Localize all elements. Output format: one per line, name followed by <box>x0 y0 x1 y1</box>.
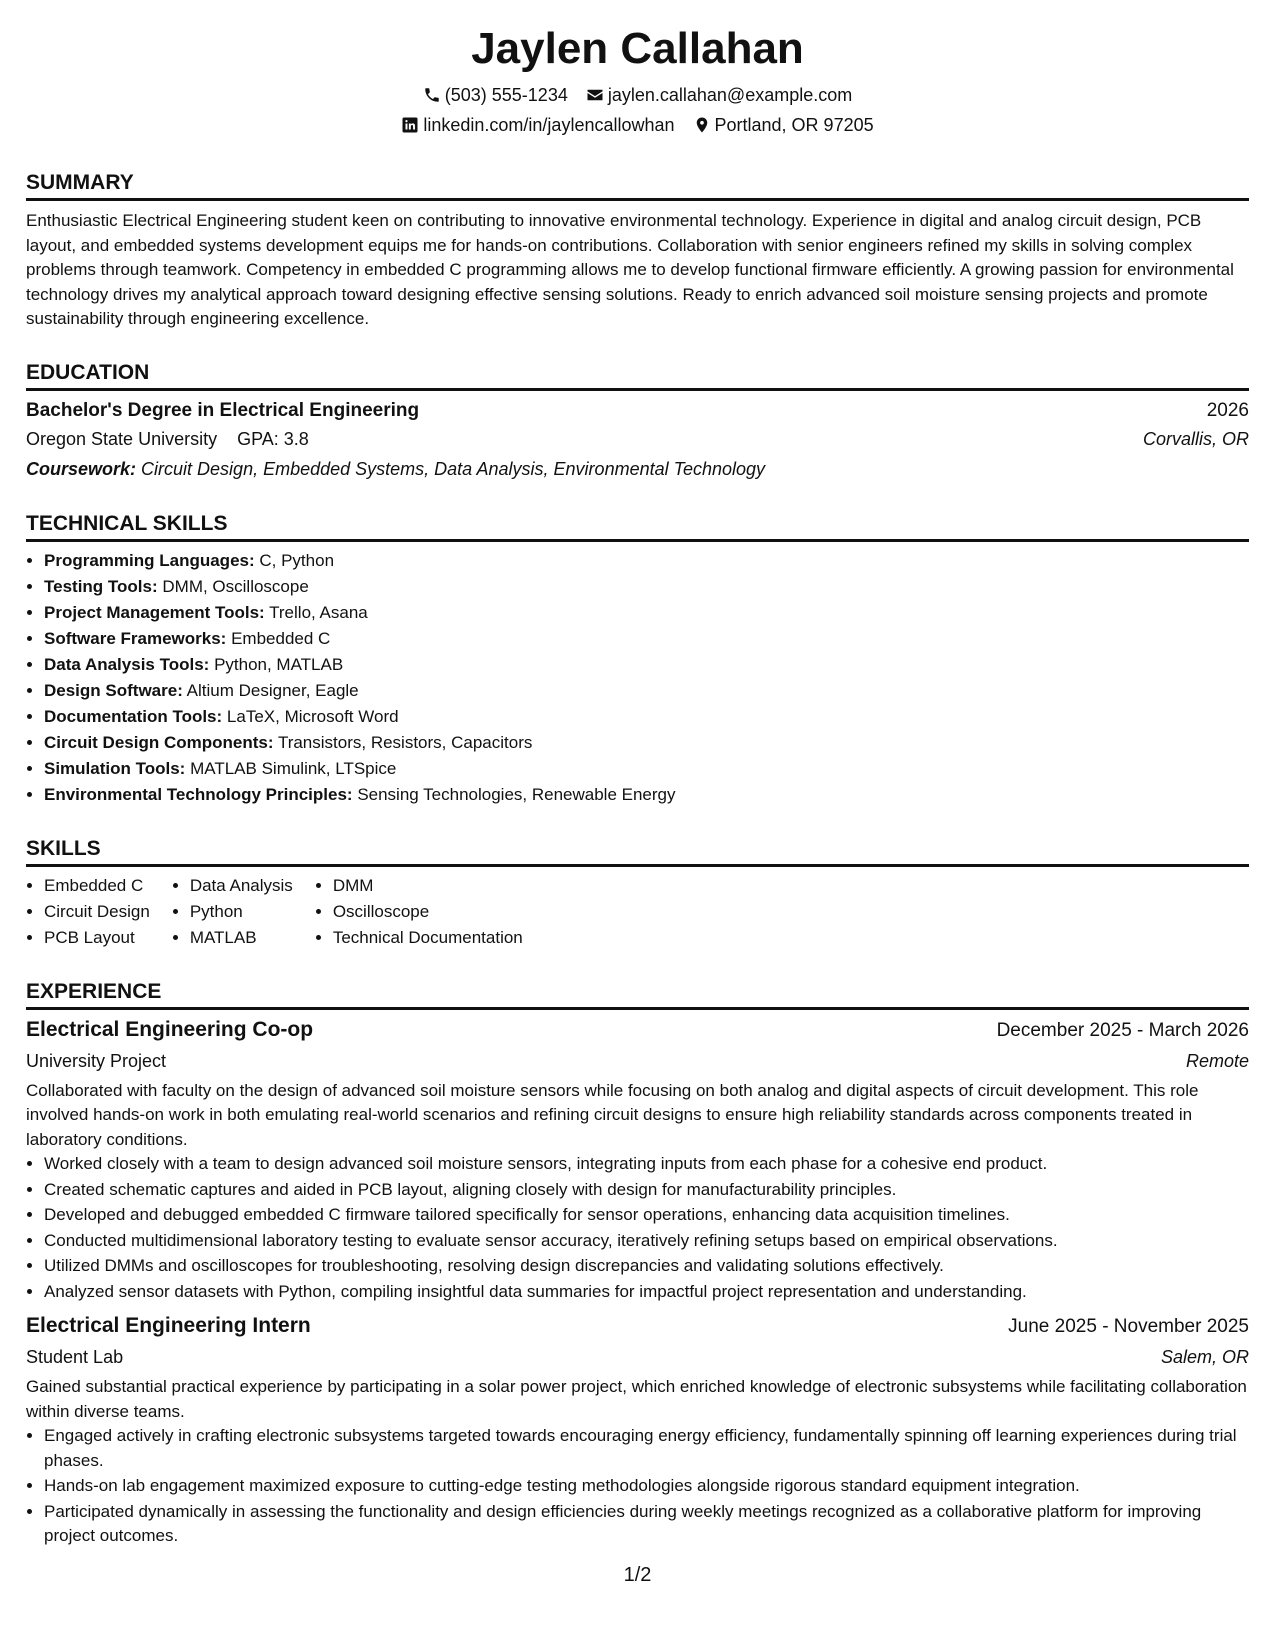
job-description: Gained substantial practical experience by participating in a solar power project, which enriched knowledge of electronic subsystems while facilitating collaboration within diverse teams. <box>26 1377 1247 1421</box>
list-item: • Design Software: Altium Designer, Eagle <box>44 678 1249 704</box>
list-item: • MATLAB <box>190 925 293 951</box>
education-heading: EDUCATION <box>26 360 1249 391</box>
candidate-name: Jaylen Callahan <box>471 24 804 73</box>
experience-entry <box>26 1016 1249 1305</box>
skills-grid <box>26 873 1249 951</box>
job-dates: December 2025 - March 2026 <box>996 1019 1249 1041</box>
location-contact <box>693 114 874 136</box>
job-location: Salem, OR <box>1160 1347 1249 1367</box>
email-address[interactable]: jaylen.callahan@example.com <box>607 85 853 105</box>
coursework-line <box>26 455 1249 483</box>
contact-row-2 <box>26 114 1249 136</box>
coursework-list: Circuit Design, Embedded Systems, Data Analysis, Environmental Technology <box>141 458 766 479</box>
phone-icon <box>423 86 441 104</box>
linkedin-icon <box>401 116 419 134</box>
job-organization: University Project <box>26 1050 167 1071</box>
skills-column-1 <box>26 873 150 951</box>
job-organization: Student Lab <box>26 1347 124 1367</box>
coursework-label: Coursework: <box>26 458 137 479</box>
job-dates: June 2025 - November 2025 <box>1008 1316 1249 1337</box>
education-entry <box>26 397 1249 483</box>
list-item: • Conducted multidimensional laboratory testing to evaluate sensor accuracy, iteratively refining setups based on empirical observations. <box>44 1229 1249 1254</box>
list-item: • PCB Layout <box>44 925 150 951</box>
list-item: • Participated dynamically in assessing the functionality and design efficiencies during weekly meetings recognized as a collaborative platform for improving project outcomes. <box>44 1500 1249 1549</box>
list-item: • Embedded C <box>44 873 150 899</box>
school-name: Oregon State University <box>26 428 218 449</box>
list-item: • Programming Languages: C, Python <box>44 548 1249 574</box>
job-location: Remote <box>1185 1050 1249 1071</box>
list-item: • DMM <box>333 873 523 899</box>
technical-skills-list <box>26 548 1249 808</box>
degree-title: Bachelor's Degree in Electrical Engineering <box>26 399 420 421</box>
list-item: • Oscilloscope <box>333 899 523 925</box>
job-bullets <box>26 1152 1249 1304</box>
email-contact[interactable] <box>586 84 852 106</box>
resume-page <box>26 18 1249 1550</box>
list-item: • Worked closely with a team to design advanced soil moisture sensors, integrating inputs from each phase for a cohesive end product. <box>44 1152 1249 1177</box>
envelope-icon <box>586 86 604 104</box>
list-item: • Data Analysis <box>190 873 293 899</box>
graduation-year: 2026 <box>1206 399 1249 421</box>
skills-column-2 <box>172 873 293 951</box>
list-item: • Simulation Tools: MATLAB Simulink, LTSpice <box>44 756 1249 782</box>
job-bullets <box>26 1424 1249 1549</box>
list-item: • Project Management Tools: Trello, Asana <box>44 600 1249 626</box>
phone-number: (503) 555-1234 <box>444 85 568 105</box>
list-item: • Hands-on lab engagement maximized exposure to cutting-edge testing methodologies alongside rigorous standard equipment integration. <box>44 1474 1249 1499</box>
school-line <box>26 425 309 453</box>
list-item: • Developed and debugged embedded C firmware tailored specifically for sensor operations, enhancing data acquisition timelines. <box>44 1203 1249 1228</box>
list-item: • Data Analysis Tools: Python, MATLAB <box>44 652 1249 678</box>
job-title: Electrical Engineering Co-op <box>26 1017 314 1041</box>
map-pin-icon <box>693 116 711 134</box>
list-item: • Analyzed sensor datasets with Python, compiling insightful data summaries for impactful project representation and understanding. <box>44 1280 1249 1305</box>
phone-contact <box>423 84 568 106</box>
school-location: Corvallis, OR <box>1142 428 1249 449</box>
list-item: • Engaged actively in crafting electronic subsystems targeted towards encouraging energy efficiency, fundamentally spinning off learning experiences during trial phases. <box>44 1424 1249 1473</box>
list-item: • Technical Documentation <box>333 925 523 951</box>
list-item: • Circuit Design <box>44 899 150 925</box>
list-item: • Environmental Technology Principles: Sensing Technologies, Renewable Energy <box>44 782 1249 808</box>
list-item: • Software Frameworks: Embedded C <box>44 626 1249 652</box>
list-item: • Created schematic captures and aided in PCB layout, aligning closely with design for manufacturability principles. <box>44 1178 1249 1203</box>
page-number: 1/2 <box>623 1564 652 1586</box>
job-description: Collaborated with faculty on the design of advanced soil moisture sensors while focusing on both analog and digital aspects of circuit development. This role involved hands-on work in both emulating real-world scenarios and refining circuit designs to ensure high reliability standards across components treated in laboratory conditions. <box>26 1080 1199 1149</box>
technical-skills-heading: TECHNICAL SKILLS <box>26 511 1249 542</box>
experience-heading: EXPERIENCE <box>26 979 1249 1010</box>
linkedin-url[interactable]: linkedin.com/in/jaylencallowhan <box>423 115 675 135</box>
list-item: • Utilized DMMs and oscilloscopes for troubleshooting, resolving design discrepancies and validating solutions effectively. <box>44 1254 1249 1279</box>
list-item: • Documentation Tools: LaTeX, Microsoft Word <box>44 704 1249 730</box>
experience-entry <box>26 1312 1249 1549</box>
job-title: Electrical Engineering Intern <box>26 1314 311 1337</box>
list-item: • Circuit Design Components: Transistors, Resistors, Capacitors <box>44 730 1249 756</box>
list-item: • Testing Tools: DMM, Oscilloscope <box>44 574 1249 600</box>
contact-row-1 <box>26 84 1249 106</box>
list-item: • Python <box>190 899 293 925</box>
gpa: GPA: 3.8 <box>237 428 309 449</box>
summary-text: Enthusiastic Electrical Engineering student keen on contributing to innovative environmental technology. Experience in digital and analog circuit design, PCB layout, and embedded systems development equips me for hands-on contributions. Collaboration with senior engineers refined my skills in solving complex problems through teamwork. Competency in embedded C programming allows me to develop functional firmware efficiently. A growing passion for environmental technology drives my analytical approach toward designing effective sensing solutions. Ready to enrich advanced soil moisture sensing projects and promote sustainability through engineering excellence. <box>26 211 1234 328</box>
linkedin-contact[interactable] <box>401 114 674 136</box>
summary-heading: SUMMARY <box>26 170 1249 201</box>
skills-heading: SKILLS <box>26 836 1249 867</box>
skills-column-3 <box>315 873 523 951</box>
location-text: Portland, OR 97205 <box>714 115 874 135</box>
